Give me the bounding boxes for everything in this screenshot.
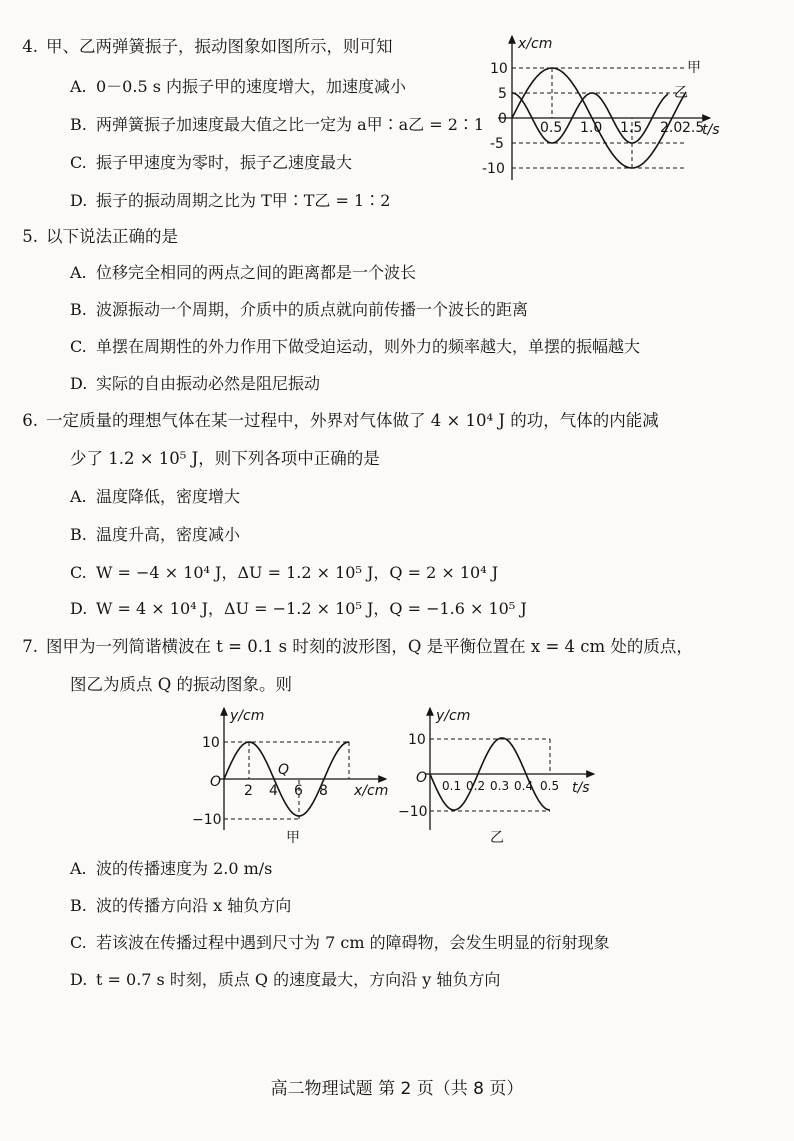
jia-xtick-4: 4 [269,783,278,799]
q4-ytick-5: 5 [498,86,507,102]
yi-origin: O [416,770,428,786]
q5-option-a: A. 位移完全相同的两点之间的距离都是一个波长 [70,263,417,282]
q7-vibration-graph-yi [398,702,608,852]
yi-xlabel: t/s [572,780,590,796]
q4-xtick-0.5: 0.5 [540,120,563,136]
jia-ylabel: y/cm [230,708,265,724]
jia-point-q: Q [278,762,290,778]
q4-xtick-2.5: 2.5 [682,120,705,136]
question-6-stem: 6. 一定质量的理想气体在某一过程中，外界对气体做了 4 × 10⁴ J 的功，气体的内能减 [22,411,659,430]
yi-caption: 乙 [490,830,504,846]
q4-xtick-1.0: 1.0 [580,120,603,136]
jia-ytop: 10 [202,735,220,751]
q7-option-a: A. 波的传播速度为 2.0 m/s [70,859,273,878]
q6-option-d: D. W = 4 × 10⁴ J，ΔU = −1.2 × 10⁵ J，Q = −1.6 × 10⁵ J [70,599,527,618]
q6-option-b: B. 温度升高，密度减小 [70,525,241,544]
yi-ylabel: y/cm [436,708,471,724]
q4-option-a: A. 0－0.5 s 内振子甲的速度增大，加速度减小 [70,77,407,96]
q7-option-d: D. t = 0.7 s 时刻，质点 Q 的速度最大，方向沿 y 轴负方向 [70,970,501,989]
yi-xtick-0.3: 0.3 [490,779,510,793]
yi-ybottom: −10 [398,804,428,820]
q7-option-b: B. 波的传播方向沿 x 轴负方向 [70,896,292,915]
q4-ytick-0: 0 [498,111,507,127]
q4-option-d: D. 振子的振动周期之比为 T甲∶T乙 = 1∶2 [70,191,391,210]
q4-vibration-graph [478,30,728,190]
yi-ytop: 10 [408,732,426,748]
q4-xtick-1.5: 1.5 [620,120,643,136]
page-footer: 高二物理试题 第 2 页（共 8 页） [270,1079,524,1099]
q4-ytick-m5: -5 [490,136,504,152]
yi-xtick-0.5: 0.5 [540,779,560,793]
jia-xtick-2: 2 [244,783,253,799]
question-7-stem: 7. 图甲为一列简谐横波在 t = 0.1 s 时刻的波形图，Q 是平衡位置在 x = 4 cm 处的质点， [22,637,693,656]
q4-ytick-m10: -10 [482,161,505,177]
jia-xtick-6: 6 [294,783,303,799]
q4-label-jia: 甲 [687,60,701,76]
jia-xlabel: x/cm [354,783,389,799]
q6-option-c: C. W = −4 × 10⁴ J，ΔU = 1.2 × 10⁵ J，Q = 2 × 10⁴ J [70,563,499,582]
yi-xtick-0.2: 0.2 [466,779,486,793]
q6-option-a: A. 温度降低，密度增大 [70,487,241,506]
q4-label-yi: 乙 [674,85,688,101]
yi-xtick-0.1: 0.1 [442,779,462,793]
q5-option-c: C. 单摆在周期性的外力作用下做受迫运动，则外力的频率越大，单摆的振幅越大 [70,337,641,356]
q4-ylabel: x/cm [518,36,553,52]
question-6-stem-cont: 少了 1.2 × 10⁵ J，则下列各项中正确的是 [70,449,380,468]
question-4-stem: 4. 甲、乙两弹簧振子，振动图象如图所示，则可知 [22,37,393,56]
q4-ytick-10: 10 [490,61,508,77]
jia-ybottom: −10 [192,812,222,828]
q4-option-b: B. 两弹簧振子加速度最大值之比一定为 a甲∶a乙 = 2∶1 [70,115,485,134]
q7-wave-graph-jia [190,702,400,852]
jia-origin: O [210,774,222,790]
jia-caption: 甲 [286,830,300,846]
q4-option-c: C. 振子甲速度为零时，振子乙速度最大 [70,153,353,172]
yi-xtick-0.4: 0.4 [514,779,534,793]
q5-option-b: B. 波源振动一个周期，介质中的质点就向前传播一个波长的距离 [70,300,529,319]
question-7-stem-cont: 图乙为质点 Q 的振动图象。则 [70,675,293,694]
question-5-stem: 5. 以下说法正确的是 [22,227,178,246]
q4-xtick-2.0: 2.0 [660,120,683,136]
q4-xlabel: t/s [702,122,720,138]
q7-option-c: C. 若该波在传播过程中遇到尺寸为 7 cm 的障碍物，会发生明显的衍射现象 [70,933,610,952]
jia-xtick-8: 8 [319,783,328,799]
q5-option-d: D. 实际的自由振动必然是阻尼振动 [70,374,321,393]
